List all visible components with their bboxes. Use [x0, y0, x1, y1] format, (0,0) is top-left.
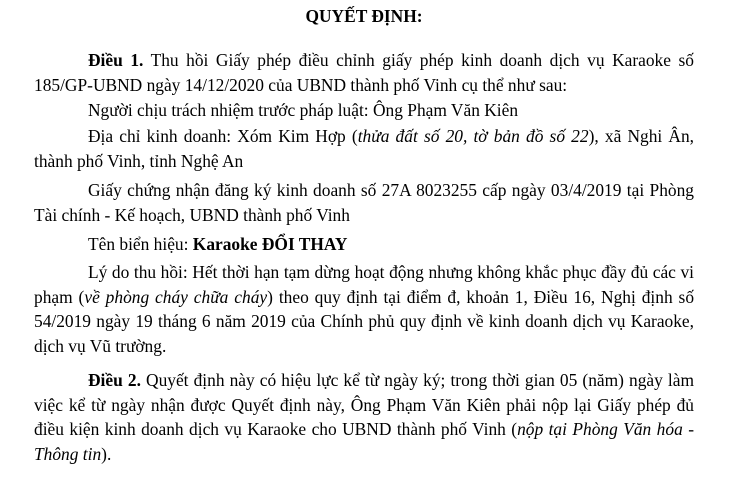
address-suffix: ), xã Nghi Ân, thành phố Vinh, tỉnh Nghệ An — [34, 126, 695, 171]
responsible-person-paragraph: Người chịu trách nhiệm trước pháp luật: Ông Phạm Văn Kiên — [88, 100, 519, 120]
sign-name-value: Karaoke ĐỔI THAY — [192, 234, 348, 254]
sign-name-prefix: Tên biển hiệu: — [88, 234, 193, 254]
article-2-label: Điều 2. — [88, 370, 141, 390]
article-2-text: Quyết định này có hiệu lực kể từ ngày ký; trong thời gian 05 (năm) ngày làm việc kể từ ngày nhận được Quyết định này, Ông Phạm Văn Kiên phải nộp lại Giấy phép đủ điều kiện kinh doanh dịch vụ Karaoke cho UBND thành phố Vinh ( — [34, 370, 694, 440]
registration-certificate-paragraph: Giấy chứng nhận đăng ký kinh doanh số 27A 8023255 cấp ngày 03/4/2019 tại Phòng Tài chính - Kế hoạch, UBND thành phố Vinh — [34, 180, 694, 225]
reason-italic: về phòng cháy chữa cháy — [84, 286, 268, 307]
sign-name-paragraph — [34, 232, 694, 257]
decision-heading: QUYẾT ĐỊNH: — [305, 6, 423, 26]
article-1-paragraph — [34, 48, 694, 97]
article-1-label: Điều 1. — [88, 50, 144, 70]
revocation-reason-paragraph — [34, 260, 694, 358]
article-2-suffix: ). — [101, 443, 112, 464]
article-2-italic: nộp tại Phòng Văn hóa - Thông tin — [34, 419, 694, 464]
reason-suffix: ) theo quy định tại điểm đ, khoản 1, Điều 16, Nghị định số 54/2019 ngày 19 tháng 6 năm 2019 của Chính phủ quy định về kinh doanh dịch vụ Karaoke, dịch vụ Vũ trường. — [34, 286, 695, 356]
reason-prefix: Lý do thu hồi: Hết thời hạn tạm dừng hoạt động nhưng không khắc phục đầy đủ các vi phạm ( — [34, 262, 694, 307]
address-plot-info: thửa đất số 20, tờ bản đồ số 22 — [357, 126, 589, 146]
address-prefix: Địa chỉ kinh doanh: Xóm Kim Hợp ( — [88, 126, 358, 146]
article-1-text: Thu hồi Giấy phép điều chỉnh giấy phép kinh doanh dịch vụ Karaoke số 185/GP-UBND ngày 14/12/2020 của UBND thành phố Vinh cụ thể như sau: — [34, 50, 694, 95]
article-2-paragraph — [34, 368, 694, 466]
business-address-paragraph — [34, 124, 694, 173]
